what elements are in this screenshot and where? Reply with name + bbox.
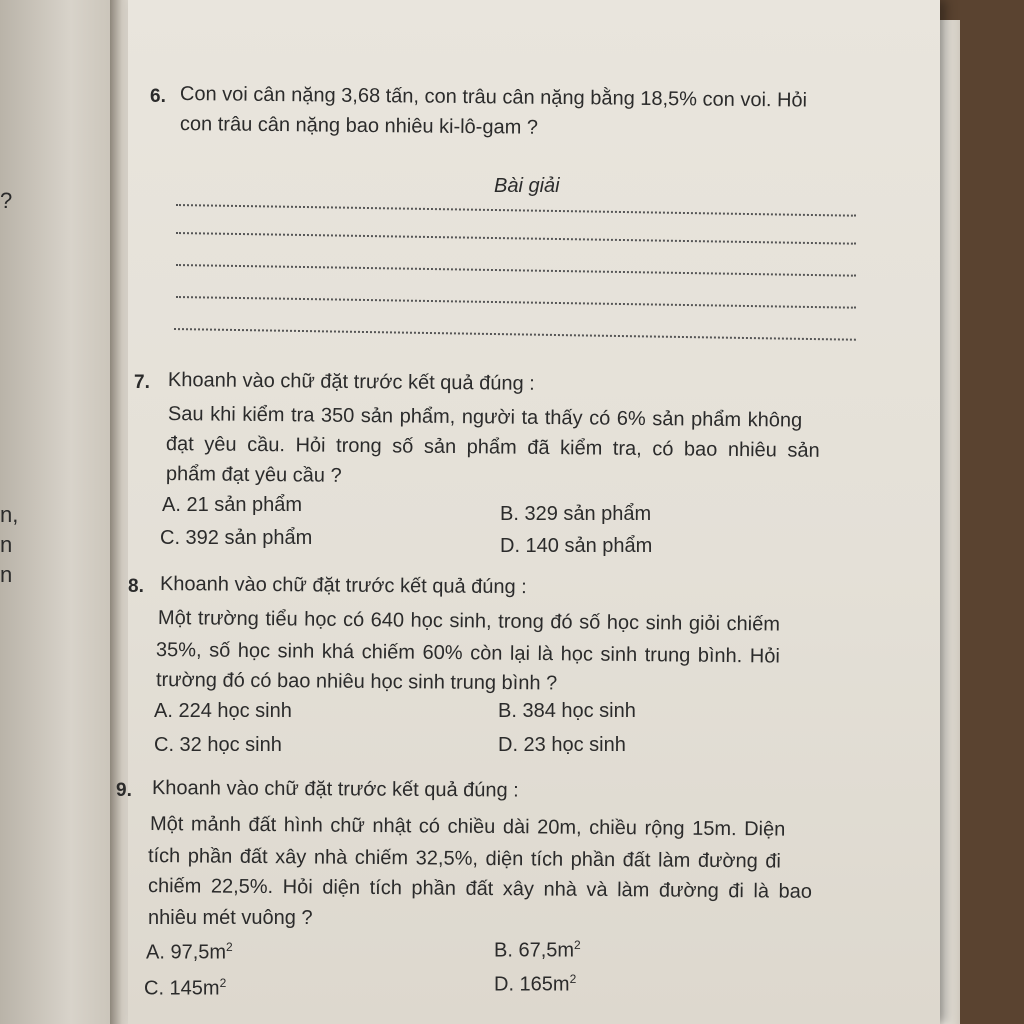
answer-line [176, 204, 856, 217]
option-d[interactable] [494, 972, 576, 997]
option-text: A. 97,5m [146, 941, 227, 964]
question-text-line: con trâu cân nặng bao nhiêu ki-lô-gam ? [179, 113, 539, 139]
option-c[interactable]: C. 32 học sinh [154, 734, 282, 756]
solution-heading: Bài giải [494, 175, 560, 197]
question-instruction: Khoanh vào chữ đặt trước kết quả đúng : [151, 777, 519, 802]
question-number: 7. [134, 372, 150, 393]
answer-line [176, 296, 856, 309]
textbook-page [116, 0, 940, 1024]
option-d[interactable]: D. 140 sản phẩm [500, 535, 653, 557]
option-c[interactable] [144, 976, 226, 1001]
question-number: 6. [150, 86, 166, 107]
question-text-line: Sau khi kiểm tra 350 sản phẩm, người ta thấy có 6% sản phẩm không [167, 403, 803, 432]
question-instruction: Khoanh vào chữ đặt trước kết quả đúng : [159, 573, 527, 599]
option-a[interactable]: A. 224 học sinh [154, 700, 292, 722]
option-c[interactable]: C. 392 sản phẩm [160, 527, 313, 549]
question-text-line: chiếm 22,5%. Hỏi diện tích phần đất xây nhà và làm đường đi là bao [147, 875, 813, 903]
answer-line [176, 264, 856, 277]
option-text: D. 165m [494, 973, 570, 996]
option-a[interactable]: A. 21 sản phẩm [162, 494, 303, 516]
question-number: 8. [128, 576, 144, 597]
question-text-line: 35%, số học sinh khá chiếm 60% còn lại là học sinh trung bình. Hỏi [155, 639, 780, 668]
question-text-line: đạt yêu cầu. Hỏi trong số sản phẩm đã kiểm tra, có bao nhiêu sản [165, 433, 820, 462]
answer-line [176, 232, 856, 245]
question-text-line: trường đó có bao nhiêu học sinh trung bình ? [155, 669, 558, 695]
question-text-line: Một mảnh đất hình chữ nhật có chiều dài 20m, chiều rộng 15m. Diện [149, 813, 786, 841]
option-b[interactable]: B. 329 sản phẩm [500, 503, 652, 525]
margin-fragment: ? [0, 188, 13, 213]
question-instruction: Khoanh vào chữ đặt trước kết quả đúng : [167, 369, 535, 395]
option-text: C. 145m [144, 977, 220, 1000]
unit-superscript: 2 [219, 976, 227, 990]
question-number: 9. [116, 780, 132, 801]
option-a[interactable] [146, 940, 233, 965]
margin-fragment: n, [0, 502, 19, 527]
question-text-line: Một trường tiểu học có 640 học sinh, trong đó số học sinh giỏi chiếm [157, 607, 781, 636]
question-text-line: phẩm đạt yêu cầu ? [165, 463, 342, 487]
question-text-line: nhiêu mét vuông ? [148, 907, 313, 929]
unit-superscript: 2 [226, 940, 233, 954]
option-b[interactable] [494, 938, 581, 963]
margin-fragment: n [0, 562, 13, 587]
unit-superscript: 2 [569, 972, 577, 986]
margin-fragment: n [0, 532, 13, 557]
left-page [0, 0, 118, 1024]
question-text-line: Con voi cân nặng 3,68 tấn, con trâu cân nặng bằng 18,5% con voi. Hỏi [179, 83, 808, 112]
option-d[interactable]: D. 23 học sinh [498, 734, 626, 756]
option-b[interactable]: B. 384 học sinh [498, 700, 636, 722]
option-text: B. 67,5m [494, 939, 575, 962]
answer-line [174, 328, 856, 341]
unit-superscript: 2 [574, 938, 581, 952]
question-text-line: tích phần đất xây nhà chiếm 32,5%, diện tích phần đất làm đường đi [147, 845, 781, 873]
